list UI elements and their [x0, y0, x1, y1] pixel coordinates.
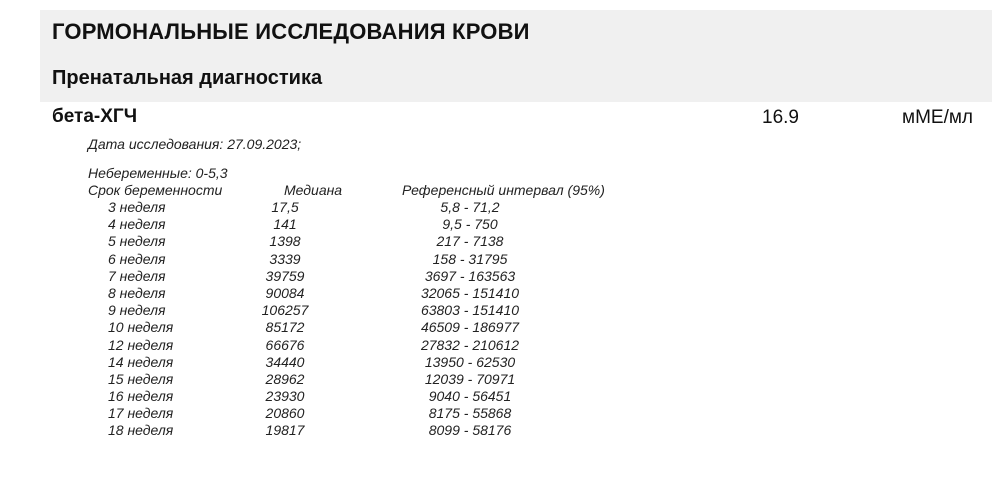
table-row: [0, 233, 1000, 250]
median-cell: 85172: [265, 319, 305, 336]
interval-cell: 12039 - 70971: [424, 370, 516, 387]
interval-cell: 3697 - 163563: [424, 267, 516, 284]
median-cell: 106257: [261, 302, 309, 319]
table-row: [0, 251, 1000, 268]
interval-cell: 63803 - 151410: [420, 302, 520, 319]
column-header-interval: Референсный интервал (95%): [402, 182, 605, 198]
median-cell: 20860: [265, 405, 305, 422]
table-row: [0, 302, 1000, 319]
week-cell: 16 неделя: [108, 388, 174, 405]
median-cell: 17,5: [271, 199, 299, 215]
test-value: 16.9: [762, 107, 799, 128]
median-cell: 1398: [269, 233, 301, 250]
median-cell: 39759: [265, 267, 305, 284]
interval-cell: 8175 - 55868: [428, 405, 512, 422]
week-cell: 8 неделя: [108, 284, 166, 301]
table-row: [0, 422, 1000, 439]
table-row: [0, 319, 1000, 336]
interval-cell: 158 - 31795: [432, 250, 508, 267]
median-cell: 3339: [269, 250, 301, 267]
week-cell: 12 неделя: [108, 336, 174, 353]
week-cell: 18 неделя: [108, 422, 174, 439]
table-row: [0, 216, 1000, 233]
table-row: [0, 405, 1000, 422]
column-header-term: Срок беременности: [88, 182, 223, 198]
week-cell: 15 неделя: [108, 370, 174, 387]
table-row: [0, 199, 1000, 216]
table-row: [0, 388, 1000, 405]
week-cell: 3 неделя: [108, 199, 166, 215]
section-title: ГОРМОНАЛЬНЫЕ ИССЛЕДОВАНИЯ КРОВИ: [52, 19, 530, 44]
table-row: [0, 371, 1000, 388]
subsection-title: Пренатальная диагностика: [52, 67, 323, 89]
median-cell: 23930: [265, 388, 305, 405]
table-row: [0, 354, 1000, 371]
week-cell: 17 неделя: [108, 405, 174, 422]
week-cell: 5 неделя: [108, 233, 166, 250]
week-cell: 4 неделя: [108, 216, 166, 233]
median-cell: 34440: [265, 353, 305, 370]
median-cell: 90084: [265, 284, 305, 301]
test-unit: мМЕ/мл: [902, 107, 973, 128]
median-cell: 141: [273, 216, 297, 233]
median-cell: 66676: [265, 336, 305, 353]
non-pregnant-reference: Небеременные: 0-5,3: [88, 165, 228, 181]
week-cell: 7 неделя: [108, 267, 166, 284]
column-header-median: Медиана: [284, 182, 343, 198]
median-cell: 28962: [265, 370, 305, 387]
median-cell: 19817: [265, 422, 305, 439]
interval-cell: 46509 - 186977: [420, 319, 520, 336]
week-cell: 14 неделя: [108, 353, 174, 370]
interval-cell: 32065 - 151410: [420, 284, 520, 301]
table-row: [0, 285, 1000, 302]
week-cell: 6 неделя: [108, 250, 166, 267]
week-cell: 9 неделя: [108, 302, 166, 319]
interval-cell: 27832 - 210612: [420, 336, 520, 353]
interval-cell: 9,5 - 750: [442, 216, 498, 233]
table-row: [0, 268, 1000, 285]
week-cell: 10 неделя: [108, 319, 174, 336]
interval-cell: 8099 - 58176: [428, 422, 512, 439]
table-row: [0, 337, 1000, 354]
study-date: Дата исследования: 27.09.2023;: [88, 136, 302, 152]
interval-cell: 9040 - 56451: [428, 388, 512, 405]
reference-table: [0, 199, 1000, 440]
interval-cell: 217 - 7138: [436, 233, 504, 250]
interval-cell: 13950 - 62530: [424, 353, 516, 370]
test-name: бета-ХГЧ: [52, 106, 138, 127]
interval-cell: 5,8 - 71,2: [440, 199, 500, 215]
